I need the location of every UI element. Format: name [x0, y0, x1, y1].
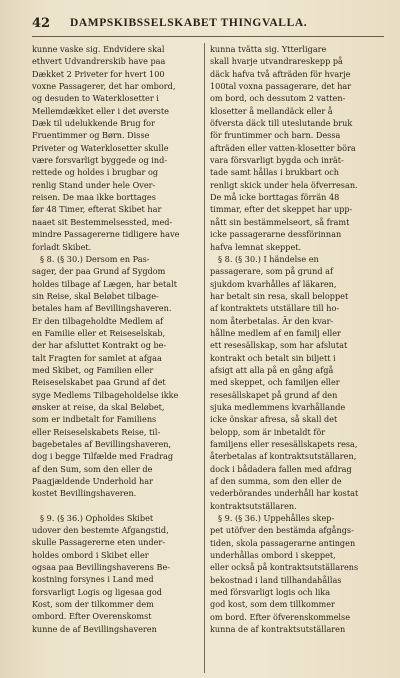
left-column-line: talt Fragten for samlet at afgaa: [32, 352, 162, 363]
left-column-line: kostet Bevillingshaveren.: [32, 488, 137, 499]
right-column-line: kunna tvätta sig. Ytterligare: [210, 44, 327, 54]
right-column-line: för fruntimmer och barn. Dessa: [210, 130, 341, 141]
left-column-line: betales ham af Bevillingshaveren.: [32, 303, 172, 314]
right-column-line: däck hafva två afträden för hvarje: [210, 68, 351, 79]
left-column-line: af den Sum, som den eller de: [32, 463, 153, 474]
right-column-line: vederbörandes underhåll har kostat: [210, 488, 359, 499]
left-column-line: være forsvarligt byggede og ind-: [32, 155, 168, 166]
left-column-line: bagebetales af Bevillingshaveren,: [32, 439, 172, 449]
page-header: [32, 14, 384, 37]
left-column-line: ogsaa paa Bevillingshaverens Be-: [32, 562, 171, 573]
left-column-line: Paagjældende Underhold har: [32, 476, 154, 487]
right-column-line: pet utöfver den bestämda afgångs-: [210, 525, 354, 536]
left-column-line: Kost, som der tilkommer dem: [32, 599, 154, 610]
left-column-line: syge Medlems Tilbageholdelse ikke: [32, 389, 179, 400]
right-column-line: hafva lemnat skeppet.: [210, 241, 302, 252]
right-column-line: dock i bådadera fallen med afdrag: [210, 463, 352, 474]
right-column-line: tade samt hållas i brukbart och: [210, 167, 340, 178]
left-column-line: med Skibet, og Familien eller: [32, 364, 154, 375]
left-column-line: Er den tilbageholdte Medlem af: [32, 315, 164, 326]
right-column-line: ett resesällskap, som har afslutat: [210, 340, 348, 351]
right-column-line: familjens eller resesällskapets resa,: [210, 439, 358, 449]
right-column-line: § 8. (§ 30.) I händelse en: [218, 253, 319, 264]
left-column-line: [32, 500, 200, 512]
left-column-line: renlig Stand under hele Over-: [32, 179, 156, 190]
left-column-line: en Familie eller et Reiseselskab,: [32, 327, 166, 338]
right-column-line: sjukdom kvarhålles af läkaren,: [210, 278, 337, 289]
right-column-line: hållne medlem af en familj eller: [210, 327, 341, 338]
right-column-line: kontraktsutställaren.: [210, 500, 297, 511]
right-column-line: skall hvarje utvandrareskepp på: [210, 56, 343, 67]
right-column-line: belopp, som är inbetaldt för: [210, 426, 326, 437]
right-column-line: underhållas ombord i skeppet,: [210, 550, 336, 561]
right-column-line: nom återbetalas. Är den kvar-: [210, 315, 334, 326]
right-column-swedish: [210, 43, 382, 673]
left-column-line: dog i begge Tilfælde med Fradrag: [32, 451, 174, 462]
right-column-line: icke önskar afresa, så skall det: [210, 414, 338, 425]
right-column-line: De må icke borttagas förrän 48: [210, 192, 340, 203]
right-column-line: af kontraktets utställare till ho-: [210, 303, 340, 314]
right-column-line: tiden, skola passagerarne antingen: [210, 537, 356, 548]
left-column-line: kunne de af Bevillingshaveren: [32, 623, 157, 634]
right-column-line: om bord. Efter öfverenskommelse: [210, 611, 351, 622]
right-column-line: god kost, som dem tillkommer: [210, 599, 335, 610]
left-column-line: Mellemdækket eller i det øverste: [32, 105, 169, 116]
left-column-line: § 8. (§ 30.) Dersom en Pas-: [40, 253, 150, 264]
right-column-line: timmar, efter det skeppet har upp-: [210, 204, 353, 215]
left-column-line: ethvert Udvandrerskib have paa: [32, 56, 166, 67]
left-column-line: reisen. De maa ikke borttages: [32, 192, 156, 203]
left-column-line: holdes tilbage af Lægen, har betalt: [32, 278, 177, 289]
right-column-line: af den summa, som den eller de: [210, 476, 342, 487]
left-column-line: naaet sit Bestemmelsessted, med-: [32, 216, 173, 227]
running-title: DAMPSKIBSSELSKABET THINGVALLA.: [70, 17, 308, 29]
right-column-line: med skeppet, och familjen eller: [210, 377, 340, 388]
left-column-danish: [32, 43, 200, 673]
left-column-line: som er indbetalt for Familiens: [32, 414, 157, 425]
text-columns: [32, 43, 384, 673]
right-column-line: kontrakt och betalt sin biljett i: [210, 352, 336, 363]
left-column-line: rettede og holdes i brugbar og: [32, 167, 159, 178]
right-column-line: klosetter å mellandäck eller å: [210, 105, 333, 116]
left-column-line: Dækket 2 Priveter for hvert 100: [32, 68, 165, 79]
right-column-line: bekostnad i land tillhandahållas: [210, 574, 342, 585]
left-column-line: eller Reiseselskabets Reise, til-: [32, 426, 161, 437]
left-column-line: kunne vaske sig. Endvidere skal: [32, 44, 165, 54]
right-column-line: resesällskapet på grund af den: [210, 389, 338, 400]
left-column-line: Fruentimmer og Børn. Disse: [32, 130, 150, 141]
right-column-line: afsigt att alla på en gång afgå: [210, 364, 334, 375]
left-column-line: skulle Passagererne eten under-: [32, 537, 166, 548]
left-column-line: sager, der paa Grund af Sygdom: [32, 266, 166, 277]
right-column-line: kunna de af kontraktsutställaren: [210, 624, 346, 635]
right-column-line: sjuka medlemmens kvarhållande: [210, 401, 346, 412]
left-column-line: Priveter og Waterklosetter skulle: [32, 142, 169, 153]
right-column-line: vara försvarligt bygda och inrät-: [210, 155, 344, 166]
page-number: 42: [32, 16, 51, 31]
left-column-line: forsvarligt Logis og ligesaa god: [32, 586, 162, 597]
left-column-line: Dæk til udelukkende Brug for: [32, 118, 155, 129]
left-column-line: ombord. Efter Overenskomst: [32, 611, 152, 622]
right-column-line: renligt skick under hela öfverresan.: [210, 179, 358, 190]
left-column-line: Reiseselskabet paa Grund af det: [32, 377, 166, 388]
right-column-line: eller också på kontraktsutställarens: [210, 562, 359, 573]
left-column-line: ønsker at reise, da skal Beløbet,: [32, 401, 165, 412]
left-column-line: voxne Passagerer, det har ombord,: [32, 81, 176, 92]
right-column-line: återbetalas af kontraktsutställaren,: [210, 451, 357, 462]
right-column-line: har betalt sin resa, skall beloppet: [210, 290, 349, 301]
right-column-line: icke passagerarne dessförinnan: [210, 229, 342, 240]
left-column-line: og desuden to Waterklosetter i: [32, 93, 159, 104]
left-column-line: kostning forsynes i Land med: [32, 574, 154, 585]
right-column-line: § 9. (§ 36.) Uppehålles skep-: [218, 513, 335, 524]
column-divider: [204, 43, 205, 673]
right-column-line: med försvarligt logis och lika: [210, 587, 331, 598]
left-column-line: udover den bestemte Afgangstid,: [32, 525, 169, 536]
left-column-line: § 9. (§ 36.) Opholdes Skibet: [40, 512, 154, 523]
right-column-line: passagerare, som på grund af: [210, 266, 333, 277]
left-column-line: sin Reise, skal Beløbet tilbage-: [32, 290, 159, 301]
left-column-line: der har afsluttet Kontrakt og be-: [32, 340, 167, 351]
left-column-line: før 48 Timer, efterat Skibet har: [32, 204, 162, 215]
right-column-line: om bord, och dessutom 2 vatten-: [210, 93, 346, 104]
left-column-line: mindre Passagererne tidligere have: [32, 229, 180, 240]
right-column-line: öfversta däck till uteslutande bruk: [210, 118, 353, 129]
right-column-line: nått sin bestämmelseort, så framt: [210, 216, 350, 227]
right-column-line: afträden eller vatten-klosetter böra: [210, 142, 356, 153]
left-column-line: holdes ombord i Skibet eller: [32, 549, 149, 560]
right-column-line: 100tal voxna passagerare, det har: [210, 81, 352, 92]
left-column-line: forladt Skibet.: [32, 241, 92, 252]
